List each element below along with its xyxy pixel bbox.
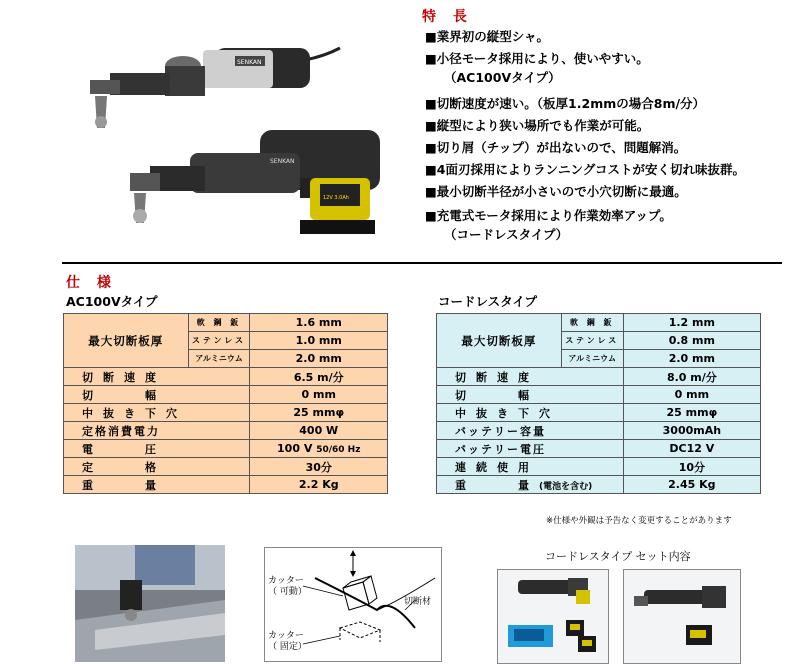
usage-photo — [75, 545, 225, 662]
value-cell: 3000mAh — [623, 422, 760, 440]
table-row — [64, 458, 388, 476]
feature-item: ■最小切断半径が小さいので小穴切断に最適。 — [425, 184, 687, 199]
label-cell: 定格消費電力 — [64, 422, 250, 440]
feature-item: （コードレスタイプ） — [444, 227, 569, 242]
material-cell: 軟 鋼 鈑 — [188, 314, 250, 332]
value-cell: 0 mm — [623, 386, 760, 404]
material-cell: ステンレス — [561, 332, 623, 350]
table-row — [437, 458, 761, 476]
brand-label-cordless: SENKAN — [270, 158, 295, 165]
value-cell: 0 mm — [250, 386, 388, 404]
label-cell: 切断速度 — [437, 368, 624, 386]
value-cell — [250, 440, 388, 458]
label-cell: 中抜き下穴 — [437, 404, 624, 422]
ac-table-title: AC100Vタイプ — [66, 294, 158, 309]
table-row — [437, 386, 761, 404]
value-cell: 10分 — [623, 458, 760, 476]
value-cell: 1.2 mm — [623, 314, 760, 332]
diagram-label-material: 切断材 — [404, 597, 432, 607]
table-row — [437, 368, 761, 386]
max-thickness-label: 最大切断板厚 — [64, 314, 189, 368]
material-cell: アルミニウム — [188, 350, 250, 368]
cordless-tool-photo — [120, 118, 400, 248]
value-cell: 6.5 m/分 — [250, 368, 388, 386]
diagram-label-fixed: カッター （ 固定） — [268, 631, 307, 652]
feature-item: （AC100Vタイプ） — [444, 70, 561, 85]
value-cell: 400 W — [250, 422, 388, 440]
value-cell: 1.0 mm — [250, 332, 388, 350]
value-cell: 25 mmφ — [250, 404, 388, 422]
max-thickness-label: 最大切断板厚 — [437, 314, 562, 368]
feature-item: ■縦型により狭い場所でも作業が可能。 — [425, 118, 650, 133]
table-row — [437, 404, 761, 422]
table-row — [64, 476, 388, 494]
value-cell: 2.45 Kg — [623, 476, 760, 494]
value-cell: 2.2 Kg — [250, 476, 388, 494]
value-cell: DC12 V — [623, 440, 760, 458]
table-row — [437, 476, 761, 494]
value-cell: 2.0 mm — [623, 350, 760, 368]
cordless-table-title: コードレスタイプ — [438, 294, 538, 309]
diagram-label-movable: カッター （ 可動） — [268, 576, 307, 597]
value-cell: 0.8 mm — [623, 332, 760, 350]
value-cell: 1.6 mm — [250, 314, 388, 332]
table-row — [64, 314, 388, 332]
label-cell: 切 幅 — [437, 386, 624, 404]
table-row — [64, 386, 388, 404]
feature-item: ■4面刃採用によりランニングコストが安く切れ味抜群。 — [425, 162, 746, 177]
cordless-set-photo-1 — [497, 569, 609, 664]
section-divider — [62, 262, 782, 264]
table-row — [64, 422, 388, 440]
frequency-suffix: 50/60 Hz — [316, 445, 361, 455]
table-row — [437, 440, 761, 458]
battery-label: 12V 3.0Ah — [323, 195, 349, 201]
value-cell: 2.0 mm — [250, 350, 388, 368]
label-cell: バッテリー容量 — [437, 422, 624, 440]
label-cell: 切 幅 — [64, 386, 250, 404]
brand-label: SENKAN — [237, 59, 262, 66]
label-cell — [437, 476, 624, 494]
cordless-spec-table — [436, 313, 761, 494]
weight-suffix: (電池を含む) — [539, 481, 593, 492]
table-row — [64, 368, 388, 386]
label-cell: 電 圧 — [64, 440, 250, 458]
table-row — [437, 422, 761, 440]
voltage-value: 100 V — [277, 442, 313, 455]
features-title: 特 長 — [422, 9, 473, 25]
feature-item: ■切断速度が速い。（板厚1.2mmの場合8m/分） — [425, 96, 706, 111]
feature-item: ■業界初の縦型シャ。 — [425, 29, 550, 44]
cordless-set-photo-2 — [623, 569, 741, 664]
feature-item: ■小径モータ採用により、使いやすい。 — [425, 51, 649, 66]
value-cell: 30分 — [250, 458, 388, 476]
material-cell: ステンレス — [188, 332, 250, 350]
label-cell: 定 格 — [64, 458, 250, 476]
label-cell: 中抜き下穴 — [64, 404, 250, 422]
cordless-set-title: コードレスタイプ セット内容 — [545, 550, 691, 563]
label-cell: 連続使用 — [437, 458, 624, 476]
spec-note: ※仕様や外観は予告なく変更することがあります — [546, 516, 732, 526]
material-cell: アルミニウム — [561, 350, 623, 368]
material-cell: 軟 鋼 鈑 — [561, 314, 623, 332]
spec-title: 仕 様 — [66, 275, 117, 291]
label-cell: 重 量 — [64, 476, 250, 494]
feature-item: ■切り屑（チップ）が出ないので、問題解消。 — [425, 140, 687, 155]
value-cell: 8.0 m/分 — [623, 368, 760, 386]
label-cell: 切断速度 — [64, 368, 250, 386]
table-row — [64, 440, 388, 458]
table-row — [64, 404, 388, 422]
feature-item: ■充電式モータ採用により作業効率アップ。 — [425, 208, 672, 223]
ac-spec-table — [63, 313, 388, 494]
table-row — [437, 314, 761, 332]
label-cell: バッテリー電圧 — [437, 440, 624, 458]
value-cell: 25 mmφ — [623, 404, 760, 422]
weight-label: 重 量 — [455, 478, 539, 492]
